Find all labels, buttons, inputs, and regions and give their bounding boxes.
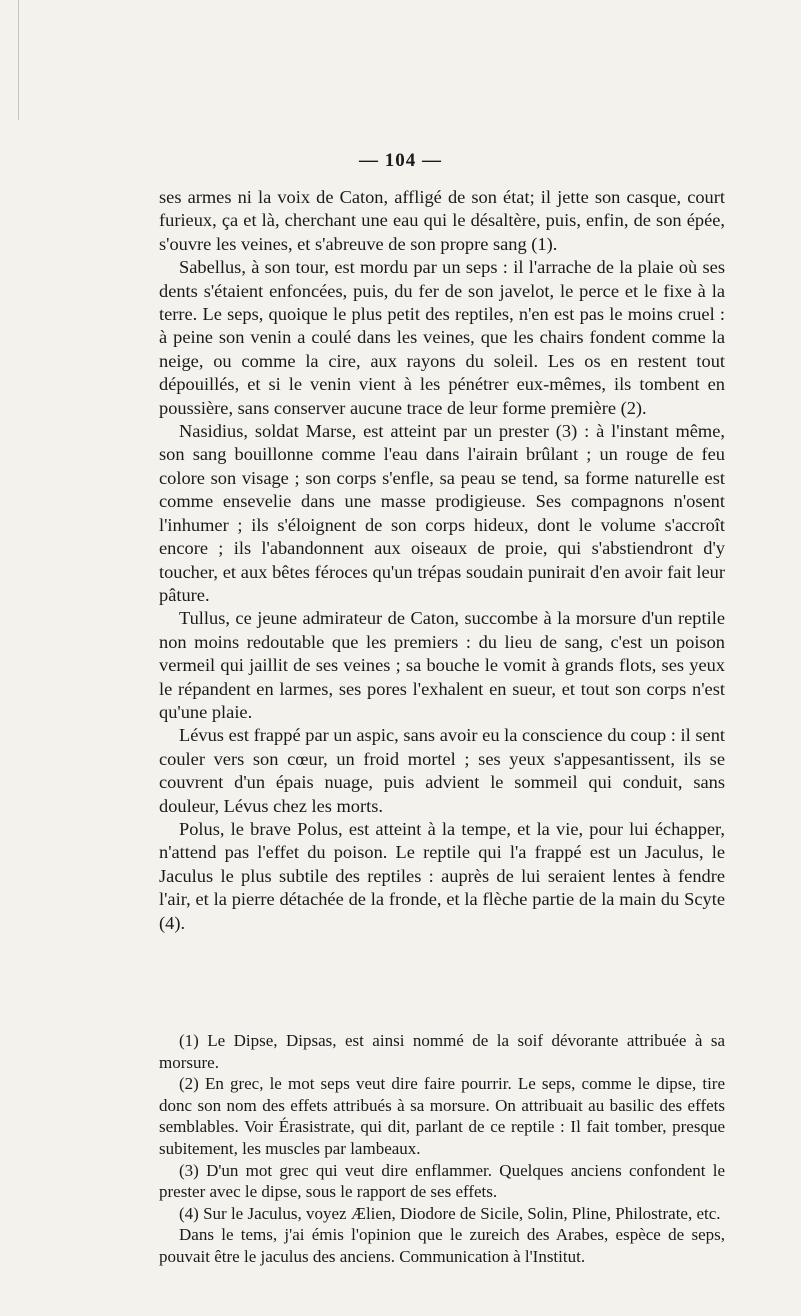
footnote: (4) Sur le Jaculus, voyez Ælien, Diodore de Sicile, Solin, Pline, Philostrate, etc. [179, 1203, 721, 1223]
footnote: Dans le tems, j'ai émis l'opinion que le zureich des Arabes, espèce de seps, pouvait être le jaculus des anciens. Communication à l'Institut. [159, 1225, 725, 1266]
paragraph: Polus, le brave Polus, est atteint à la tempe, et la vie, pour lui échapper, n'attend pas l'effet du poison. Le reptile qui l'a frappé est un Jaculus, le Jaculus le plus subtile des reptiles : auprès de lui seraient lentes à fendre l'air, et la pierre détachée de la fronde, et la flèche partie de la main du Scyte (4). [159, 818, 725, 933]
page-edge [0, 0, 19, 120]
footnote: (3) D'un mot grec qui veut dire enflammer. Quelques anciens confondent le prester avec le dipse, sous le rapport de ses effets. [159, 1160, 725, 1202]
paragraph: Sabellus, à son tour, est mordu par un seps : il l'arrache de la plaie où ses dents s'étaient enfoncées, puis, du fer de son javelot, le perce et le fixe à la terre. Le seps, quoique le plus petit des reptiles, n'en est pas le moins cruel : à peine son venin a coulé dans les veines, que les chairs fondent comme la neige, ou comme la cire, aux rayons du soleil. Les os en restent tout dépouillés, et si le venin vient à les pénétrer eux-mêmes, ils tombent en poussière, sans conserver aucune trace de leur forme première (2). [159, 257, 725, 418]
paragraph: Tullus, ce jeune admirateur de Caton, succombe à la morsure d'un reptile non moins redoutable que les premiers : du lieu de sang, c'est un poison vermeil qui jaillit de ses veines ; sa bouche le vomit à grands flots, ses yeux le répandent en larmes, ses pores l'exhalent en sueur, et tout son corps n'est qu'une plaie. [159, 608, 725, 722]
page-number: — 104 — [359, 150, 442, 171]
footnote: (2) En grec, le mot seps veut dire faire pourrir. Le seps, comme le dipse, tire donc son nom des effets attribués à sa morsure. On attribuait au basilic des effets semblables. Voir Érasistrate, qui dit, parlant de ce reptile : Il fait tomber, presque subitement, les muscles par lambeaux. [159, 1074, 725, 1158]
paragraph: Nasidius, soldat Marse, est atteint par un prester (3) : à l'instant même, son sang bouillonne comme l'eau dans l'airain brûlant ; un rouge de feu colore son visage ; son corps s'enfle, sa peau se tend, sa forme naturelle est comme ensevelie dans une masse prodigieuse. Ses compagnons n'osent l'inhumer ; ils s'éloignent de son corps hideux, dont le volume s'accroît encore ; ils l'abandonnent aux oiseaux de proie, qui s'abstiendront d'y toucher, et aux bêtes féroces qu'un trépas soudain punirait d'en avoir fait leur pâture. [159, 421, 725, 605]
paragraph: Lévus est frappé par un aspic, sans avoir eu la conscience du coup : il sent couler vers son cœur, un froid mortel ; ses yeux s'appesantissent, ils se couvrent d'un épais nuage, puis advient le sommeil qui conduit, sans douleur, Lévus chez les morts. [159, 725, 725, 816]
main-text [159, 186, 725, 935]
footnotes [159, 1030, 725, 1268]
footnote: (1) Le Dipse, Dipsas, est ainsi nommé de la soif dévorante attribuée à sa morsure. [159, 1031, 725, 1072]
paragraph: ses armes ni la voix de Caton, affligé de son état; il jette son casque, court furieux, ça et là, cherchant une eau qui le désaltère, puis, enfin, de son épée, s'ouvre les veines, et s'abreuve de son propre sang (1). [159, 187, 725, 254]
